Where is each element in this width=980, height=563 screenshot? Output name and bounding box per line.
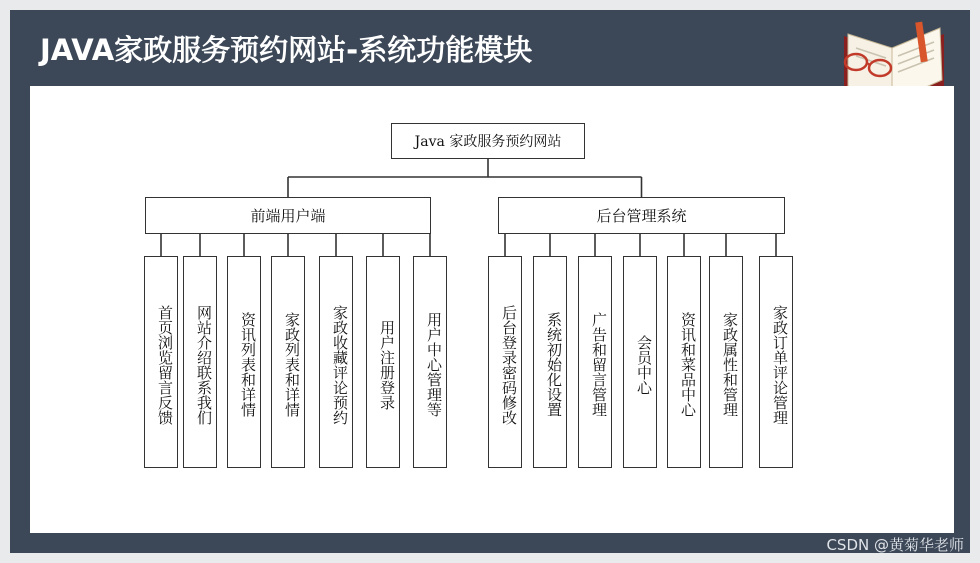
leaf-node: 家政属性和管理: [709, 256, 743, 468]
leaf-node: 家政收藏评论预约: [319, 256, 353, 468]
leaf-node: 首页浏览留言反馈: [144, 256, 178, 468]
leaf-node: 资讯列表和详情: [227, 256, 261, 468]
diagram-canvas: [30, 86, 954, 533]
slide-title: JAVA家政服务预约网站-系统功能模块: [40, 33, 533, 67]
leaf-node: 家政列表和详情: [271, 256, 305, 468]
leaf-node: 后台登录密码修改: [488, 256, 522, 468]
root-node: Java 家政服务预约网站: [391, 123, 585, 159]
branch-frontend: 前端用户端: [145, 197, 431, 234]
leaf-node: 网站介绍联系我们: [183, 256, 217, 468]
leaf-node: 系统初始化设置: [533, 256, 567, 468]
leaf-node: 广告和留言管理: [578, 256, 612, 468]
leaf-node: 资讯和菜品中心: [667, 256, 701, 468]
leaf-node: 家政订单评论管理: [759, 256, 793, 468]
leaf-node: 用户注册登录: [366, 256, 400, 468]
watermark: CSDN @黄菊华老师: [826, 536, 964, 554]
leaf-node: 会员中心: [623, 256, 657, 468]
branch-backend: 后台管理系统: [498, 197, 785, 234]
leaf-node: 用户中心管理等: [413, 256, 447, 468]
